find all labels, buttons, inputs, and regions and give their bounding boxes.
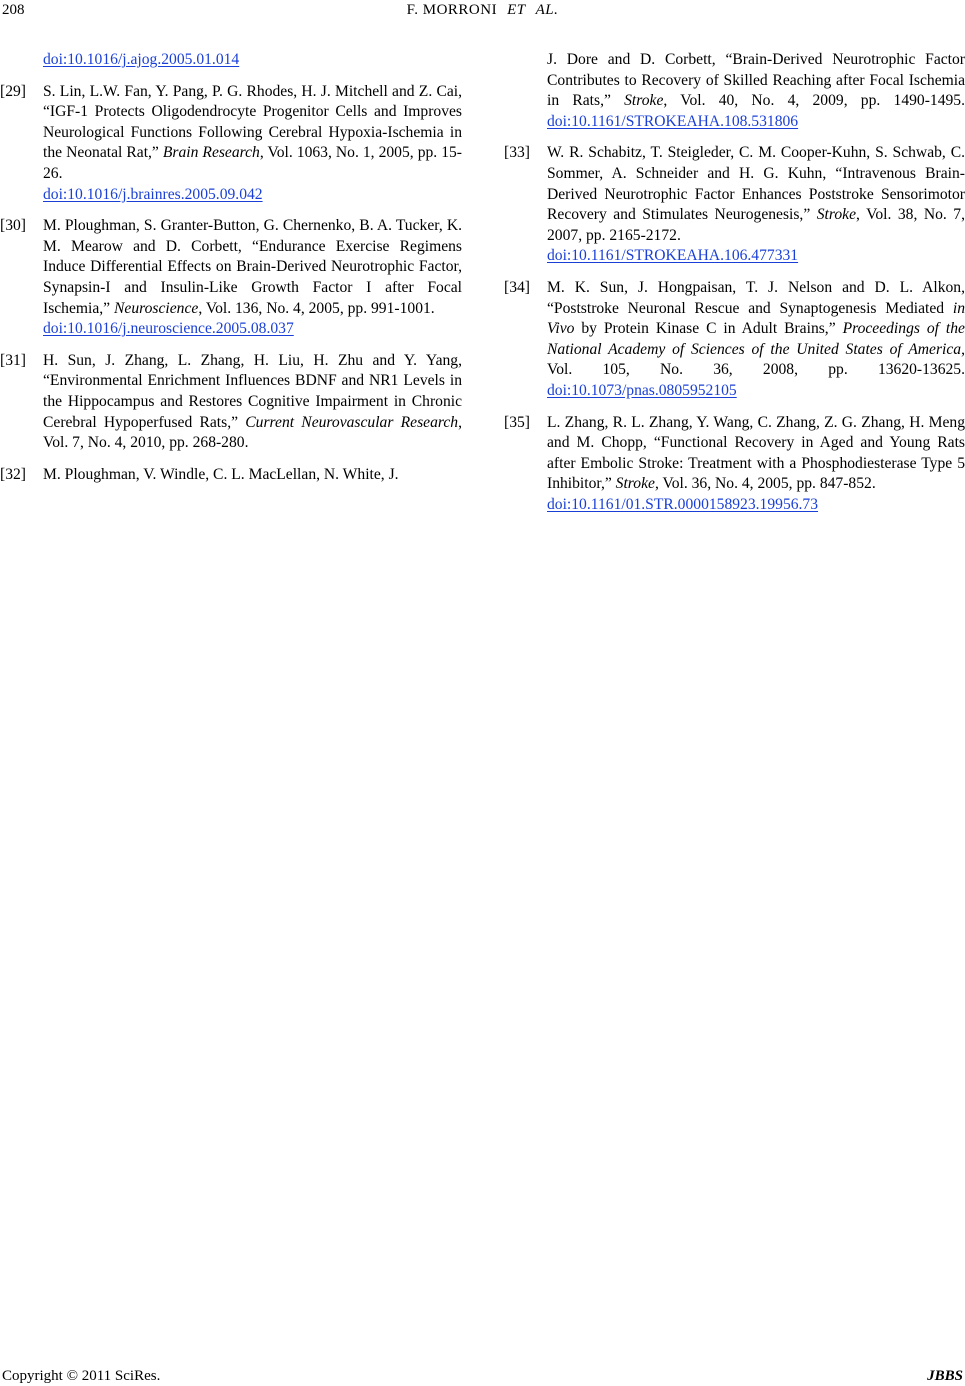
reference-text: W. R. Schabitz, T. Steigleder, C. M. Cooper-Kuhn, S. Schwab, C. Sommer, A. Schneider and H. G. Kuhn, “Intravenous Brain-Derived Neurotrophic Factor Enhances Poststroke Sensorimotor Recovery and Stimulates Neurogenesis,” Stroke, Vol. 38, No. 7, 2007, pp. 2165-2172. doi:10.1161/STROKEAHA.106.477331 [547, 144, 965, 265]
journal-name: Stroke [615, 475, 655, 493]
reference-32 [0, 465, 462, 486]
reference-31 [0, 351, 462, 454]
running-head-al: AL. [535, 2, 559, 18]
reference-text: M. Ploughman, V. Windle, C. L. MacLellan, N. White, J. [43, 465, 399, 483]
doi-link[interactable]: doi:10.1161/01.STR.0000158923.19956.73 [547, 495, 819, 513]
reference-number: [34] [504, 278, 530, 296]
reference-number: [32] [0, 465, 26, 483]
journal-name: Proceedings of the National Academy of Sciences of the United States of America [547, 320, 965, 358]
reference-33 [504, 143, 965, 267]
right-column [504, 50, 965, 526]
reference-number: [31] [0, 351, 26, 369]
reference-text: H. Sun, J. Zhang, L. Zhang, H. Liu, H. Zhu and Y. Yang, “Environmental Enrichment Influences BDNF and NR1 Levels in the Hippocampus and Restores Cognitive Impairment in Chronic Cerebral Hypoperfused Rats,” Current Neurovascular Research, Vol. 7, No. 4, 2010, pp. 268-280. [43, 351, 462, 452]
reference-number: [33] [504, 144, 530, 162]
reference-text: S. Lin, L.W. Fan, Y. Pang, P. G. Rhodes, H. J. Mitchell and Z. Cai, “IGF-1 Protects Oligodendrocyte Progenitor Cells and Improves Neurological Functions Following Cerebral Hypoxia-Ischemia in the Neonatal Rat,” Brain Research, Vol. 1063, No. 1, 2005, pp. 15-26. doi:10.1016/j.brainres.2005.09.042 [43, 82, 462, 203]
running-head [0, 0, 965, 20]
reference-continuation-left [0, 50, 462, 71]
journal-name: Stroke [624, 92, 664, 110]
reference-number: [35] [504, 413, 530, 431]
reference-text: L. Zhang, R. L. Zhang, Y. Wang, C. Zhang, Z. G. Zhang, H. Meng and M. Chopp, “Functional Recovery in Aged and Young Rats after Embolic Stroke: Treatment with a Phosphodiesterase Type 5 Inhibitor,” Stroke, Vol. 36, No. 4, 2005, pp. 847-852. doi:10.1161/01.STR.0000158923.19956.73 [547, 413, 965, 513]
footer-journal: JBBS [927, 1368, 963, 1384]
reference-34 [504, 278, 965, 402]
footer-copyright: Copyright © 2011 SciRes. [2, 1368, 161, 1384]
journal-name: Neuroscience [114, 299, 199, 317]
italic-term: in Vivo [547, 299, 965, 338]
reference-number: [29] [0, 82, 26, 100]
reference-30 [0, 216, 462, 340]
journal-name: Current Neurovascular Research [245, 413, 459, 431]
reference-number: [30] [0, 217, 26, 235]
reference-29 [0, 82, 462, 206]
reference-text: M. Ploughman, S. Granter-Button, G. Chernenko, B. A. Tucker, K. M. Mearow and D. Corbett, “Endurance Exercise Regimens Induce Differential Effects on Brain-Derived Neurotrophic Factor, Synapsin-I and Insulin-Like Growth Factor I after Focal Ischemia,” Neuroscience, Vol. 136, No. 4, 2005, pp. 991-1001. doi:10.1016/j.neuroscience.2005.08.037 [43, 217, 462, 338]
journal-name: Stroke [816, 206, 857, 224]
journal-name: Brain Research [162, 144, 260, 162]
reference-35 [504, 413, 965, 516]
doi-link[interactable]: doi:10.1161/STROKEAHA.108.531806 [547, 112, 799, 130]
running-head-author: F. MORRONI [406, 2, 498, 18]
doi-link[interactable]: doi:10.1073/pnas.0805952105 [547, 381, 737, 399]
doi-link[interactable]: doi:10.1016/j.ajog.2005.01.014 [43, 51, 240, 68]
reference-continuation-right: J. Dore and D. Corbett, “Brain-Derived Neurotrophic Factor Contributes to Recovery of Skilled Reaching after Focal Ischemia in Rats,” Stroke, Vol. 40, No. 4, 2009, pp. 1490-1495. doi:10.1161/STROKEAHA.108.531806 [547, 51, 965, 130]
page-number: 208 [2, 2, 25, 18]
left-column [0, 50, 462, 496]
running-head-et: ET [507, 2, 526, 18]
doi-link[interactable]: doi:10.1016/j.neuroscience.2005.08.037 [43, 320, 294, 338]
doi-link[interactable]: doi:10.1016/j.brainres.2005.09.042 [43, 185, 263, 203]
reference-text: M. K. Sun, J. Hongpaisan, T. J. Nelson and D. L. Alkon, “Poststroke Neuronal Rescue and Synaptogenesis Mediated in Vivo by Protein Kinase C in Adult Brains,” Proceedings of the National Academy of Sciences of the United States of America, Vol. 105, No. 36, 2008, pp. 13620-13625. doi:10.1073/pnas.0805952105 [547, 278, 965, 399]
doi-link[interactable]: doi:10.1161/STROKEAHA.106.477331 [547, 247, 799, 265]
